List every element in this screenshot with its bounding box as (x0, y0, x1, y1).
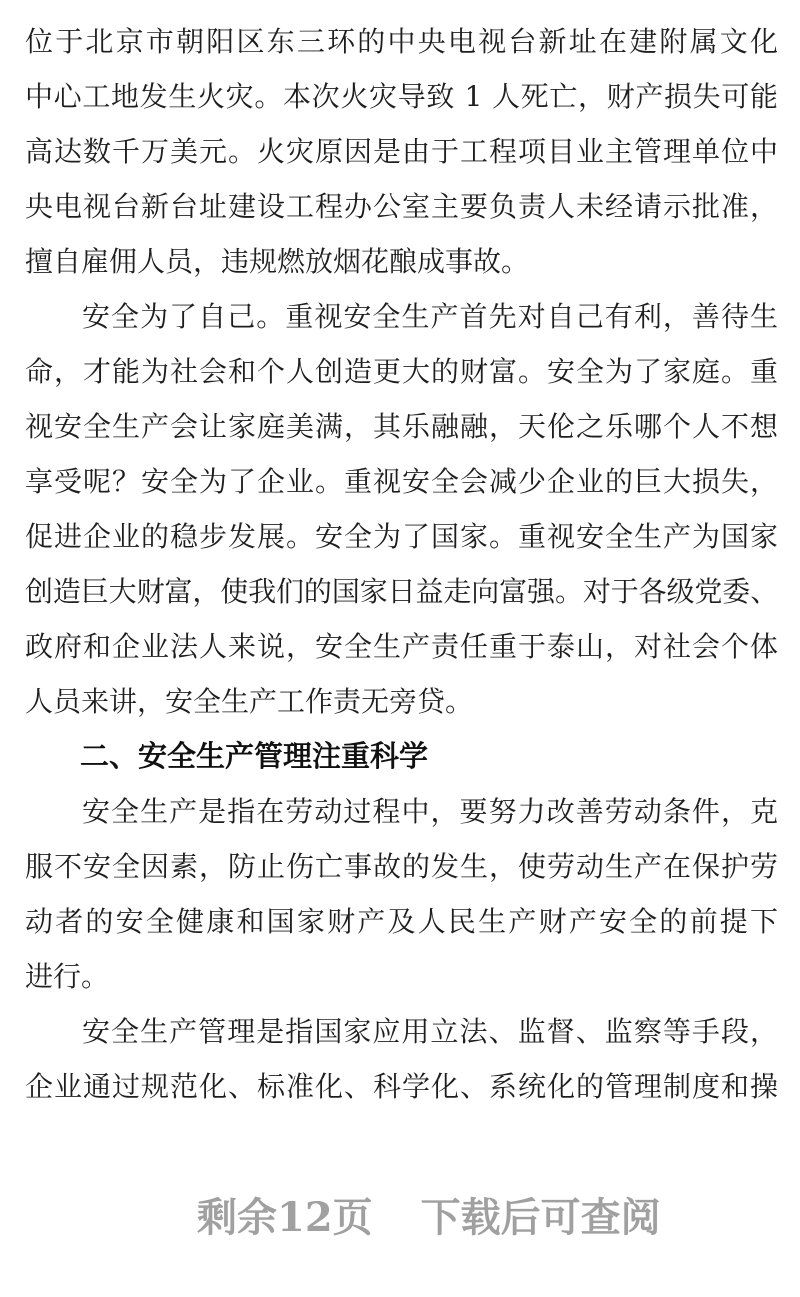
paragraph-line: 安全生产是指在劳动过程中，要努力改善劳动条件，克 (82, 795, 778, 828)
paragraph (25, 784, 778, 1004)
paragraph-line: 擅自雇佣人员，违规燃放烟花酿成事故。 (25, 245, 530, 278)
paragraph-line: 企业通过规范化、标准化、科学化、系统化的管理制度和操 (25, 1070, 778, 1103)
download-prompt[interactable] (197, 1194, 661, 1241)
paragraph-line: 安全生产管理是指国家应用立法、监督、监察等手段， (82, 1015, 778, 1048)
paragraph-line: 命，才能为社会和个人创造更大的财富。安全为了家庭。重 (25, 355, 778, 388)
paragraph-line: 进行。 (25, 960, 110, 993)
paragraph-line: 人员来讲，安全生产工作责无旁贷。 (25, 685, 474, 718)
paragraph-line: 视安全生产会让家庭美满，其乐融融，天伦之乐哪个人不想 (25, 410, 778, 443)
paragraph-line: 中心工地发生火灾。本次火灾导致 1 人死亡，财产损失可能 (25, 80, 778, 113)
paragraph-line: 创造巨大财富，使我们的国家日益走向富强。对于各级党委、 (25, 575, 778, 608)
paragraph-line: 位于北京市朝阳区东三环的中央电视台新址在建附属文化 (25, 25, 778, 58)
download-hint-label: 下载后可查阅 (420, 1194, 661, 1241)
paragraph-line: 服不安全因素，防止伤亡事故的发生，使劳动生产在保护劳 (25, 850, 778, 883)
remaining-pages-label: 剩余12页 (197, 1194, 373, 1241)
paragraph (25, 1004, 778, 1114)
paragraph-line: 享受呢？安全为了企业。重视安全会减少企业的巨大损失， (25, 465, 778, 498)
document-page (25, 14, 778, 1114)
paragraph-line: 央电视台新台址建设工程办公室主要负责人未经请示批准， (25, 190, 778, 223)
paragraph-line: 安全为了自己。重视安全生产首先对自己有利，善待生 (82, 300, 778, 333)
paragraph-line: 高达数千万美元。火灾原因是由于工程项目业主管理单位中 (25, 135, 778, 168)
section-heading: 二、安全生产管理注重科学 (80, 739, 429, 773)
paragraph (25, 14, 778, 289)
paragraph (25, 289, 778, 729)
paragraph-line: 促进企业的稳步发展。安全为了国家。重视安全生产为国家 (25, 520, 778, 553)
paragraph-line: 动者的安全健康和国家财产及人民生产财产安全的前提下 (25, 905, 778, 938)
paragraph-line: 政府和企业法人来说，安全生产责任重于泰山，对社会个体 (25, 630, 778, 663)
